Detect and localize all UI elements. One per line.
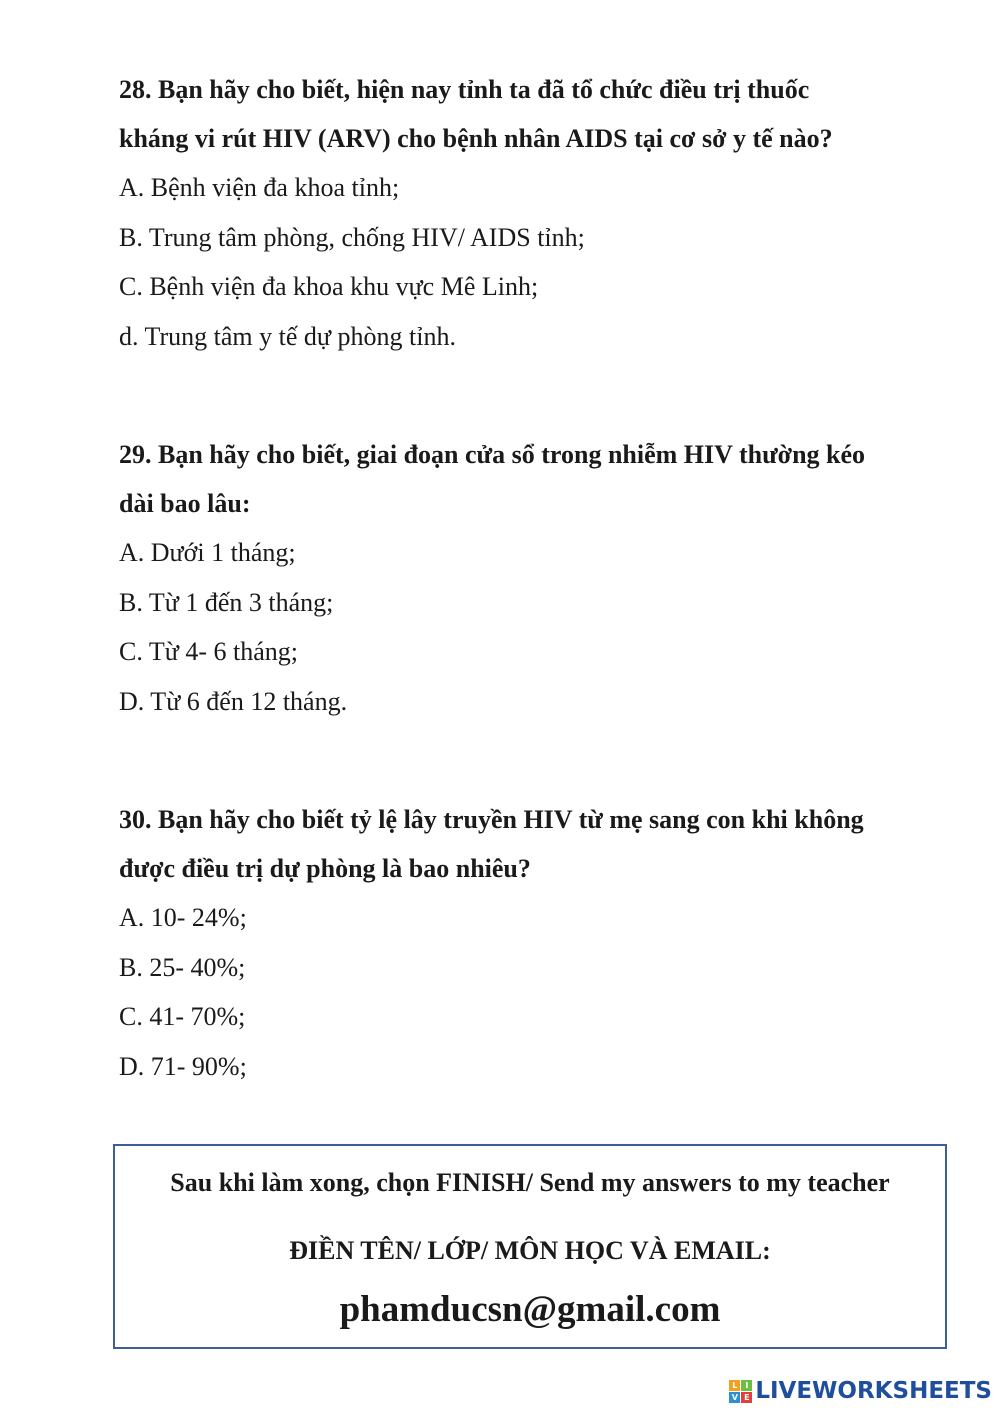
instructions-box <box>113 1144 947 1349</box>
question-title-line: kháng vi rút HIV (ARV) cho bệnh nhân AIDS tại cơ sở y tế nào? <box>119 124 833 153</box>
answer-option: B. 25- 40%; <box>119 952 246 982</box>
answer-option: A. Dưới 1 tháng; <box>119 538 296 567</box>
question-title-line: được điều trị dự phòng là bao nhiêu? <box>119 854 531 883</box>
question-title-line: 28. Bạn hãy cho biết, hiện nay tỉnh ta đã tổ chức điều trị thuốc <box>119 75 810 104</box>
answer-option: D. 71- 90%; <box>119 1051 247 1081</box>
answer-option: A. Bệnh viện đa khoa tỉnh; <box>119 173 400 202</box>
liveworksheets-logo-icon <box>729 1380 752 1403</box>
logo-letter: V <box>729 1392 740 1403</box>
answer-option: B. Trung tâm phòng, chống HIV/ AIDS tỉnh; <box>119 222 585 252</box>
brand-name: LIVEWORKSHEETS <box>755 1378 992 1404</box>
question-28 <box>119 65 949 361</box>
teacher-email: phamducsn@gmail.com <box>339 1289 721 1330</box>
logo-letter: I <box>741 1380 752 1391</box>
answer-option: B. Từ 1 đến 3 tháng; <box>119 587 334 617</box>
answer-option: A. 10- 24%; <box>119 903 247 932</box>
question-title-line: dài bao lâu: <box>119 489 251 518</box>
question-30 <box>119 795 949 1091</box>
answer-option: C. 41- 70%; <box>119 1002 246 1031</box>
answer-option: C. Từ 4- 6 tháng; <box>119 637 298 666</box>
question-title-line: 29. Bạn hãy cho biết, giai đoạn cửa sổ trong nhiễm HIV thường kéo <box>119 440 866 469</box>
question-title-line: 30. Bạn hãy cho biết tỷ lệ lây truyền HIV từ mẹ sang con khi không <box>119 805 864 834</box>
answer-option: C. Bệnh viện đa khoa khu vực Mê Linh; <box>119 272 539 301</box>
answer-option: D. Từ 6 đến 12 tháng. <box>119 686 348 716</box>
liveworksheets-watermark <box>729 1375 992 1407</box>
finish-instruction: Sau khi làm xong, chọn FINISH/ Send my answers to my teacher <box>170 1168 890 1197</box>
answer-option: d. Trung tâm y tế dự phòng tỉnh. <box>119 321 456 351</box>
logo-letter: E <box>741 1392 752 1403</box>
question-29 <box>119 430 949 726</box>
fill-info-prompt: ĐIỀN TÊN/ LỚP/ MÔN HỌC VÀ EMAIL: <box>289 1236 771 1265</box>
logo-letter: L <box>729 1380 740 1391</box>
